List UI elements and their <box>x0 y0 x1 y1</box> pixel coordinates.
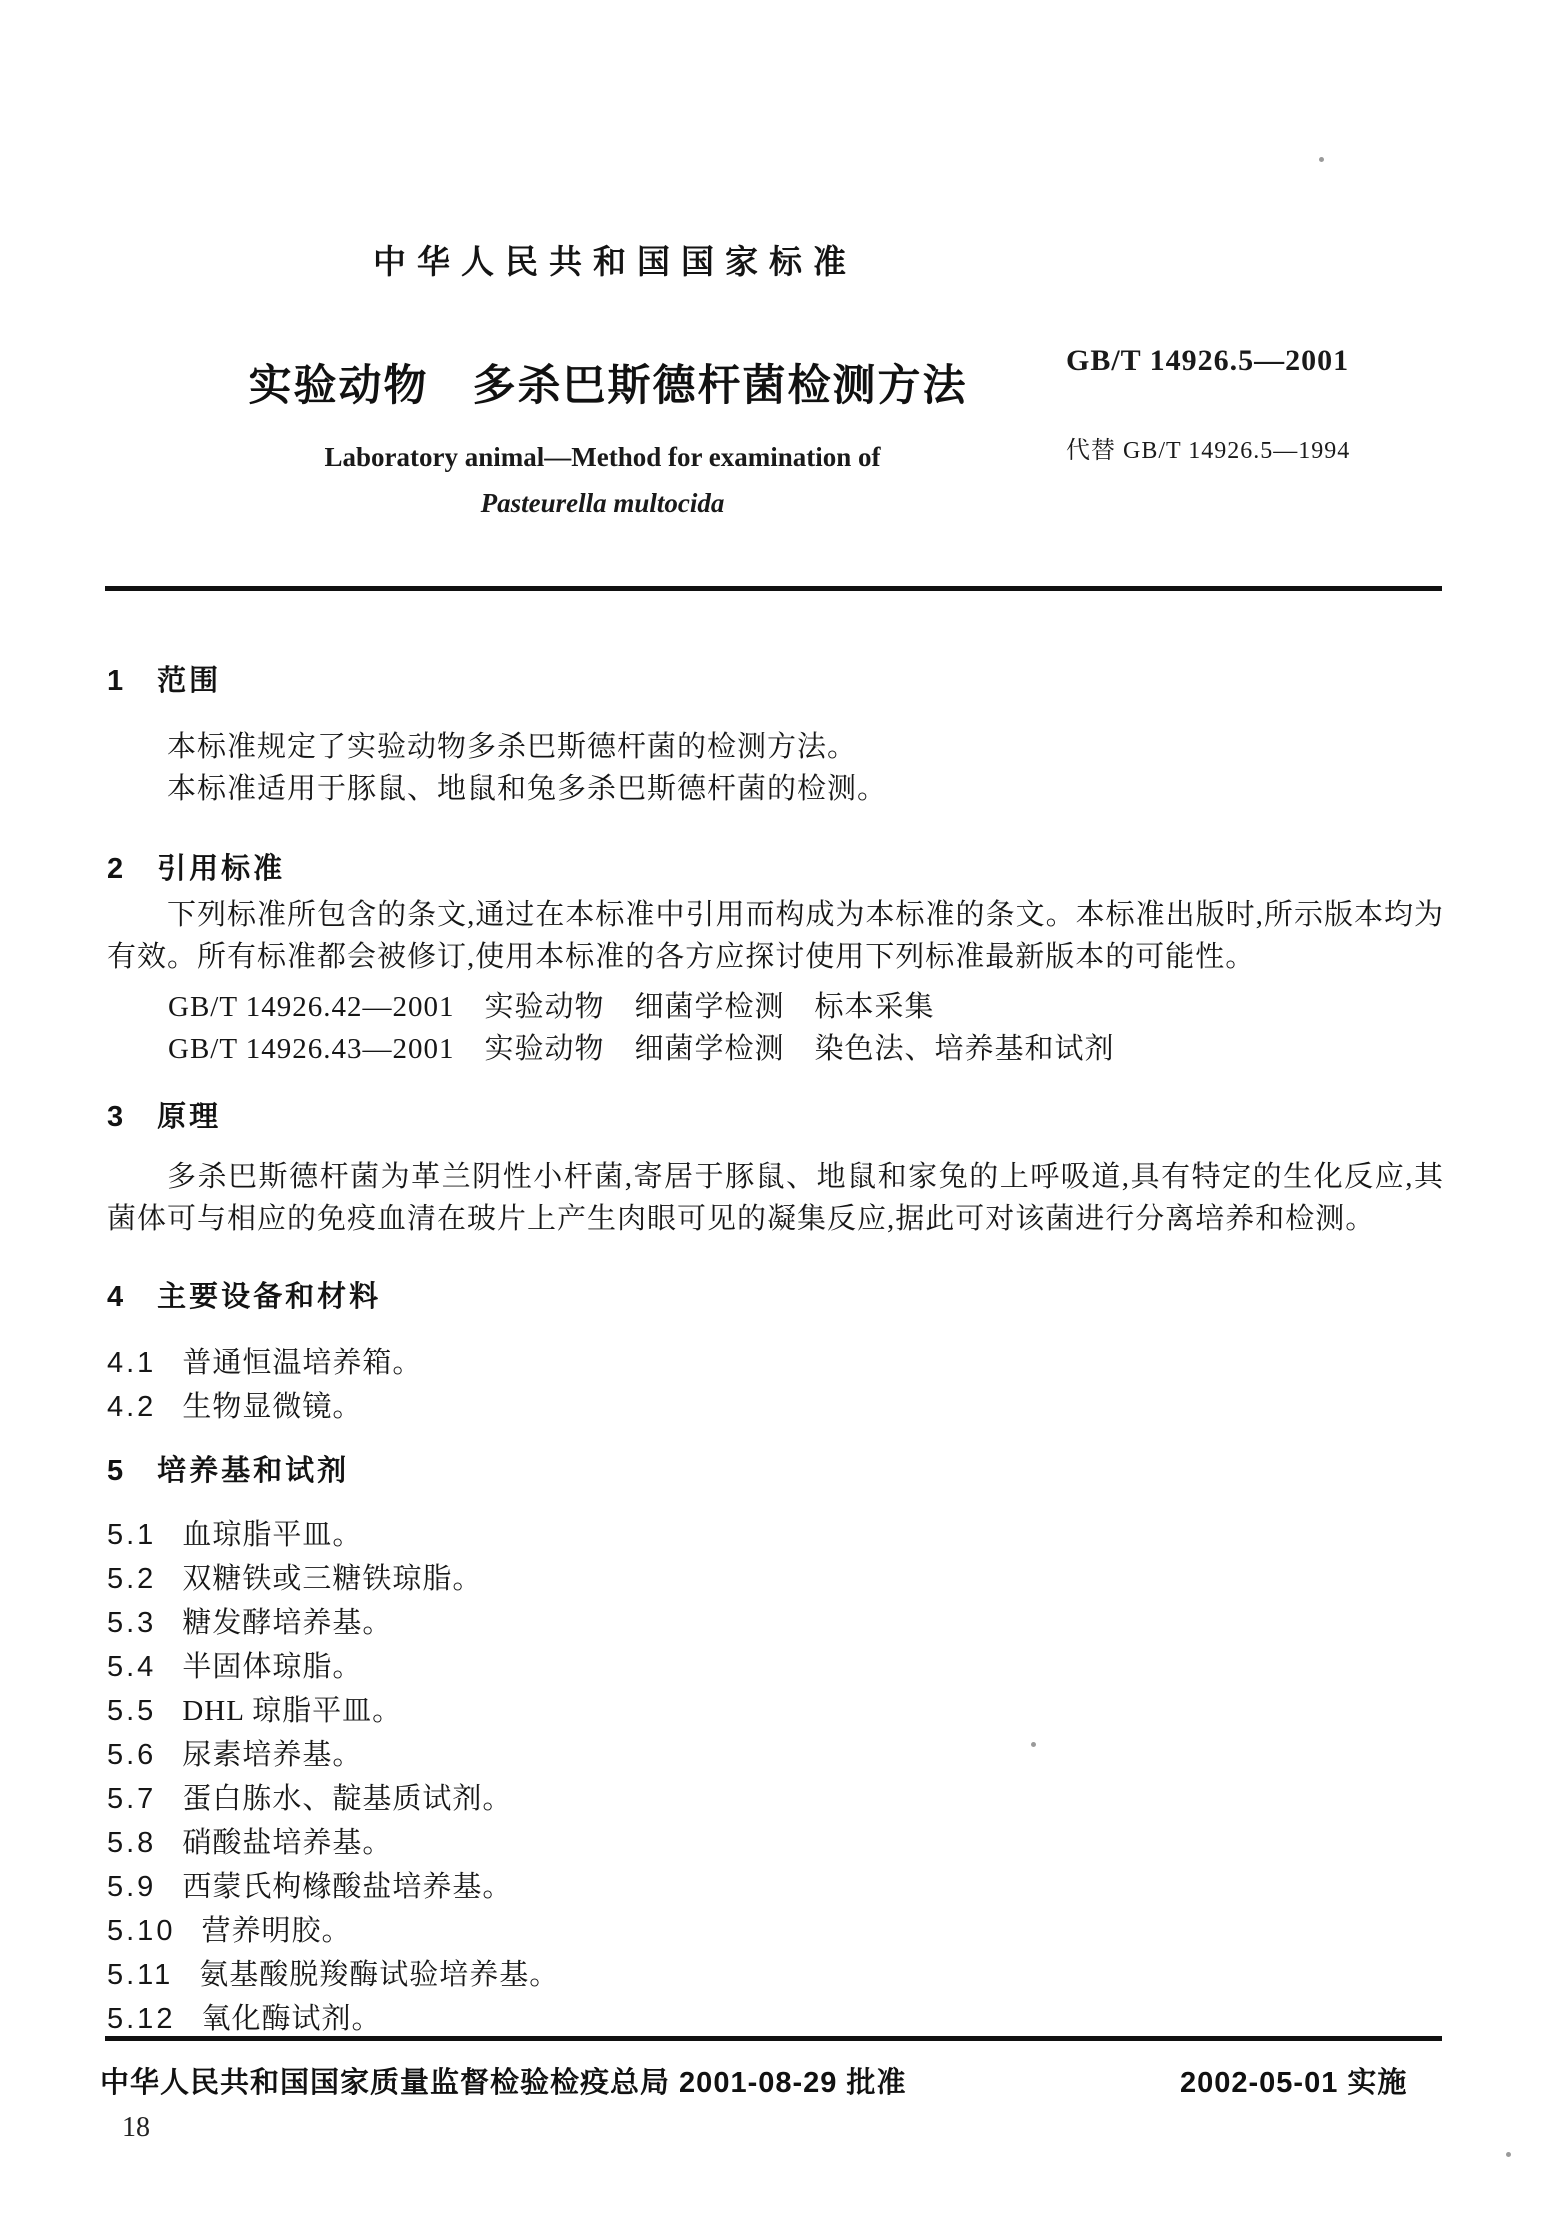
section-number: 5 <box>107 1455 126 1487</box>
item-text: 尿素培养基。 <box>182 1739 363 1771</box>
section-title: 主要设备和材料 <box>157 1281 382 1313</box>
footer-divider-rule <box>105 2036 1442 2041</box>
list-item <box>107 1820 392 1861</box>
header-divider-rule <box>105 586 1442 591</box>
list-item <box>107 1952 559 1993</box>
item-text: 硝酸盐培养基。 <box>182 1827 393 1859</box>
list-item <box>107 1732 362 1773</box>
item-text: 氨基酸脱羧酶试验培养基。 <box>199 1959 560 1991</box>
list-item <box>107 1340 422 1381</box>
doc-title <box>0 352 1216 413</box>
approval-authority-line: 中华人民共和国国家质量监督检验检疫总局 2001-08-29 批准 <box>100 2067 907 2099</box>
section-4-heading <box>107 1274 381 1315</box>
item-text: 半固体琼脂。 <box>182 1651 363 1683</box>
list-item <box>107 1384 362 1425</box>
item-number: 4.2 <box>107 1391 157 1423</box>
doc-title-en-line2: Pasteurella multocida <box>480 488 725 518</box>
item-number: 5.6 <box>107 1739 157 1771</box>
list-item <box>107 1600 392 1641</box>
section-3-paragraph: 多杀巴斯德杆菌为革兰阴性小杆菌,寄居于豚鼠、地鼠和家兔的上呼吸道,具有特定的生化反应,其菌体可与相应的免疫血清在玻片上产生肉眼可见的凝集反应,据此可对该菌进行分离培养和检测。 <box>107 1161 1444 1235</box>
doc-title-en-line1: Laboratory animal—Method for examination of <box>324 442 881 472</box>
item-text: 糖发酵培养基。 <box>182 1607 393 1639</box>
list-item <box>107 1908 351 1949</box>
item-text: 双糖铁或三糖铁琼脂。 <box>182 1563 483 1595</box>
item-number: 5.3 <box>107 1607 157 1639</box>
item-number: 5.11 <box>107 1959 174 1991</box>
section-1-paragraph: 本标准规定了实验动物多杀巴斯德杆菌的检测方法。 <box>167 731 858 763</box>
section-number: 4 <box>107 1281 126 1313</box>
item-number: 5.5 <box>107 1695 157 1727</box>
list-item <box>107 1996 381 2037</box>
list-item <box>107 1864 512 1905</box>
item-text: 普通恒温培养箱。 <box>182 1347 423 1379</box>
doc-title-part1: 实验动物 <box>248 362 429 410</box>
scan-artifact-dot <box>1506 2152 1511 2157</box>
item-text: 西蒙氏枸橼酸盐培养基。 <box>182 1871 513 1903</box>
section-5-heading <box>107 1448 349 1489</box>
section-1-paragraph: 本标准适用于豚鼠、地鼠和兔多杀巴斯德杆菌的检测。 <box>167 773 888 805</box>
item-number: 5.2 <box>107 1563 157 1595</box>
standard-number: GB/T 14926.5—2001 <box>1066 344 1350 377</box>
section-3-heading <box>107 1094 221 1135</box>
national-standard-header: 中华人民共和国国家标准 <box>373 243 857 280</box>
section-title: 范围 <box>157 665 222 697</box>
list-item <box>107 1644 362 1685</box>
item-number: 5.9 <box>107 1871 157 1903</box>
scan-artifact-dot <box>1031 1742 1036 1747</box>
section-title: 培养基和试剂 <box>157 1455 350 1487</box>
item-text: 血琼脂平皿。 <box>182 1519 363 1551</box>
item-text: 氧化酶试剂。 <box>201 2003 382 2035</box>
section-number: 1 <box>107 665 126 697</box>
item-text: 生物显微镜。 <box>182 1391 363 1423</box>
section-number: 2 <box>107 853 126 885</box>
referenced-standard: GB/T 14926.42—2001 实验动物 细菌学检测 标本采集 <box>168 991 935 1023</box>
referenced-standard: GB/T 14926.43—2001 实验动物 细菌学检测 染色法、培养基和试剂 <box>168 1033 1115 1065</box>
section-1-heading <box>107 658 221 699</box>
item-text: 蛋白胨水、靛基质试剂。 <box>182 1783 513 1815</box>
section-2-heading <box>107 846 285 887</box>
scan-artifact-dot <box>1319 157 1324 162</box>
item-number: 5.10 <box>107 1915 176 1947</box>
section-title: 引用标准 <box>157 853 286 885</box>
page-number: 18 <box>122 2112 150 2143</box>
section-2-paragraph: 下列标准所包含的条文,通过在本标准中引用而构成为本标准的条文。本标准出版时,所示版本均为有效。所有标准都会被修订,使用本标准的各方应探讨使用下列标准最新版本的可能性。 <box>107 899 1444 973</box>
item-number: 5.1 <box>107 1519 157 1551</box>
item-text: 营养明胶。 <box>201 1915 352 1947</box>
replaces-note: 代替 GB/T 14926.5—1994 <box>1066 438 1351 464</box>
list-item <box>107 1512 362 1553</box>
list-item <box>107 1688 402 1729</box>
list-item <box>107 1556 482 1597</box>
item-number: 5.4 <box>107 1651 157 1683</box>
item-number: 5.12 <box>107 2003 176 2035</box>
item-number: 5.7 <box>107 1783 157 1815</box>
item-text: DHL 琼脂平皿。 <box>182 1695 403 1727</box>
doc-title-part2: 多杀巴斯德杆菌检测方法 <box>472 362 968 410</box>
section-title: 原理 <box>157 1101 222 1133</box>
item-number: 4.1 <box>107 1347 157 1379</box>
item-number: 5.8 <box>107 1827 157 1859</box>
list-item <box>107 1776 512 1817</box>
implementation-date: 2002-05-01 实施 <box>1180 2067 1408 2099</box>
section-number: 3 <box>107 1101 126 1133</box>
